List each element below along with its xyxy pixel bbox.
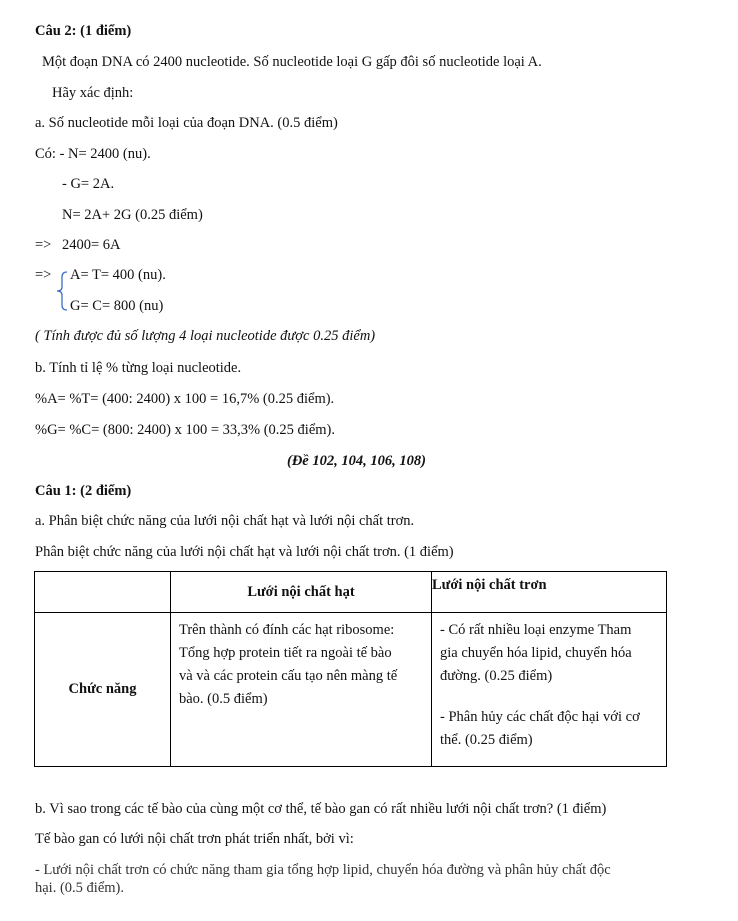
brace-icon bbox=[56, 271, 68, 311]
table-header-smooth bbox=[432, 572, 667, 613]
q1-part-b: b. Vì sao trong các tế bào của cùng một cơ thể, tế bào gan có rất nhiều lưới nội chất trơn? (1 điểm) bbox=[35, 801, 607, 817]
q2-part-b: b. Tính tỉ lệ % từng loại nucleotide. bbox=[35, 360, 242, 376]
comparison-table bbox=[34, 571, 667, 767]
q2-given-n: Có: - N= 2400 (nu). bbox=[35, 146, 151, 162]
rough-line-2: Tổng hợp protein tiết ra ngoài tế bào bbox=[179, 645, 392, 661]
table-header-rough bbox=[171, 572, 432, 613]
smooth-line-2: gia chuyển hóa lipid, chuyển hóa bbox=[440, 645, 632, 661]
row-label: Chức năng bbox=[68, 681, 137, 697]
q2-step1-arrow: => bbox=[35, 237, 52, 253]
q2-step2-arrow: => bbox=[35, 267, 52, 283]
rough-cell bbox=[171, 613, 432, 767]
q2-pct-gc: %G= %C= (800: 2400) x 100 = 33,3% (0.25 điểm). bbox=[35, 422, 335, 438]
q1-title: Câu 1: (2 điểm) bbox=[35, 483, 132, 499]
q2-part-a: a. Số nucleotide mỗi loại của đoạn DNA. (0.5 điểm) bbox=[35, 115, 338, 131]
q1-part-a-full: Phân biệt chức năng của lưới nội chất hạt và lưới nội chất trơn. (1 điểm) bbox=[35, 544, 454, 560]
q1-answer-line-1: - Lưới nội chất trơn có chức năng tham gia tổng hợp lipid, chuyển hóa đường và phân hủy chất độc bbox=[35, 862, 611, 878]
row-label-cell bbox=[35, 613, 171, 767]
smooth-line-4: - Phân hủy các chất độc hại với cơ bbox=[440, 709, 640, 725]
header-smooth-label: Lưới nội chất trơn bbox=[432, 577, 547, 593]
smooth-line-1: - Có rất nhiều loại enzyme Tham bbox=[440, 622, 632, 638]
smooth-cell bbox=[432, 613, 667, 767]
q2-intro: Một đoạn DNA có 2400 nucleotide. Số nucleotide loại G gấp đôi số nucleotide loại A. bbox=[42, 54, 542, 70]
q2-n-formula: N= 2A+ 2G (0.25 điểm) bbox=[62, 207, 203, 223]
table-corner-cell bbox=[35, 572, 171, 613]
table-header-row bbox=[35, 572, 667, 613]
q2-ask: Hãy xác định: bbox=[52, 85, 134, 101]
header-rough-label: Lưới nội chất hạt bbox=[247, 583, 355, 600]
rough-line-3: và và các protein cấu tạo nên màng tế bbox=[179, 668, 398, 684]
q1-answer-intro: Tế bào gan có lưới nội chất trơn phát triển nhất, bởi vì: bbox=[35, 831, 354, 847]
rough-line-1: Trên thành có đính các hạt ribosome: bbox=[179, 622, 395, 638]
q2-pct-at: %A= %T= (400: 2400) x 100 = 16,7% (0.25 điểm). bbox=[35, 391, 335, 407]
q2-g-c: G= C= 800 (nu) bbox=[70, 298, 164, 314]
exam-codes: (Đề 102, 104, 106, 108) bbox=[287, 453, 426, 469]
rough-line-4: bào. (0.5 điểm) bbox=[179, 691, 268, 707]
table-row bbox=[35, 613, 667, 767]
q2-step1: 2400= 6A bbox=[62, 237, 121, 253]
q1-part-a: a. Phân biệt chức năng của lưới nội chất hạt và lưới nội chất trơn. bbox=[35, 513, 415, 529]
q1-answer-line-2: hại. (0.5 điểm). bbox=[35, 880, 124, 896]
smooth-line-3: đường. (0.25 điểm) bbox=[440, 668, 553, 684]
smooth-line-5: thể. (0.25 điểm) bbox=[440, 732, 533, 748]
q2-a-t: A= T= 400 (nu). bbox=[70, 267, 166, 283]
q2-title: Câu 2: (1 điểm) bbox=[35, 23, 132, 39]
q2-note: ( Tính được đủ số lượng 4 loại nucleotide được 0.25 điểm) bbox=[35, 328, 376, 344]
q2-given-g: - G= 2A. bbox=[62, 176, 115, 192]
